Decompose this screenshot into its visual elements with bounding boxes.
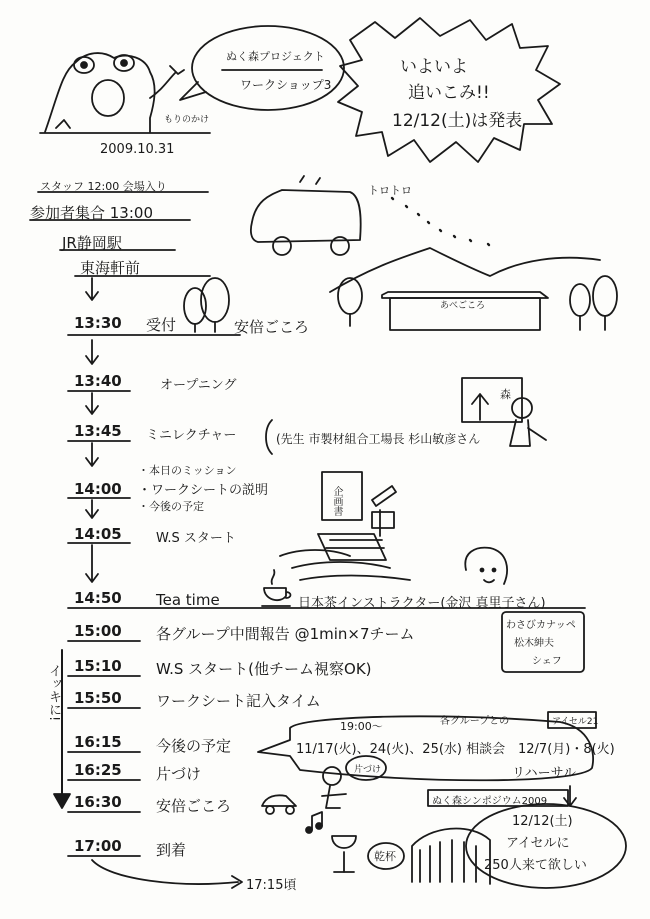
final-date: 12/12(土) [512,814,573,829]
time-1700: 17:00 [74,837,122,855]
meeting-time: 参加者集合 13:00 [30,204,153,222]
car-illustration [251,176,361,255]
label-ws-start: W.S スタート [156,531,236,546]
label-future: ・今後の予定 [138,500,204,513]
time-1400: 14:00 [74,480,122,498]
label-return: 安倍ごころ [156,797,232,815]
frog-caption: もりのかけ [164,115,210,125]
instructor-illustration [465,548,507,584]
sign-label: 企画書 [331,486,342,516]
workshop-label: ワークショップ3 [240,78,332,92]
label-cleanup: 片づけ [156,765,202,783]
announce-line-3: 12/12(土)は発表 [392,111,523,131]
crowd-illustration [412,829,490,884]
announce-line-1: いよいよ [400,57,468,77]
time-1330: 13:30 [74,314,122,332]
header-date: 2009.10.31 [100,142,175,157]
cheers-bubble: 乾杯 [374,850,396,863]
symposium-label: ぬく森シンポジウム2009 [432,796,548,807]
building-sign: あべごころ [440,301,486,311]
label-instructor: 日本茶インストラクター(金沢 真里子さん) [298,596,546,611]
time-1340: 13:40 [74,372,122,390]
time-1500: 15:00 [74,622,122,640]
label-reception: 受付 [146,316,177,334]
label-mission: ・本日のミッション [138,464,237,477]
wasabi-chef-name: 松木紳夫 [514,638,554,649]
label-venue: 安倍ごころ [234,318,310,336]
project-bubble [192,26,344,110]
label-tea-time: Tea time [156,591,220,609]
time-1615: 16:15 [74,733,122,751]
label-worksheet-time: ワークシート記入タイム [156,692,321,710]
future-dates: 11/17(火)、24(火)、25(水) 相談会 [296,742,506,757]
time-1625: 16:25 [74,761,122,779]
final-line-1: アイセルに [506,836,570,851]
aisel-dates: 12/7(月)・8(火) [518,742,615,757]
label-worksheet: ・ワークシートの説明 [138,483,269,498]
final-line-2: 250人来て欲しい [484,858,587,873]
label-opening: オープニング [160,378,237,393]
time-1405: 14:05 [74,525,122,543]
time-1450: 14:50 [74,589,122,607]
station-name: JR静岡駅 [62,234,122,252]
label-lecturer: (先生 市製材組合工場長 杉山敏彦さん [276,432,481,446]
carrying-bubble: 片づけ [354,765,382,775]
label-lecture: ミニレクチャー [146,428,237,443]
label-midterm-report: 各グループ中間報告 @1min×7チーム [156,625,415,643]
time-1630: 16:30 [74,793,122,811]
time-1550: 15:50 [74,689,122,707]
wasabi-title: わさびカナッペ [506,620,576,631]
board-label: 森 [500,388,511,401]
project-name: ぬく森プロジェクト [226,50,325,63]
station-place: 東海軒前 [80,259,141,277]
end-time: 17:15頃 [246,878,297,893]
vertical-note: イッキに! [46,664,61,722]
time-1510: 15:10 [74,657,122,675]
label-ws-restart: W.S スタート(他チーム視察OK) [156,660,372,678]
label-arrival: 到着 [156,841,187,859]
announce-line-2: 追いこみ!! [408,83,490,103]
future-groups: 各グループとの [440,716,510,727]
time-1345: 13:45 [74,422,122,440]
staff-arrival: スタッフ 12:00 会場入り [40,180,167,193]
label-future-plans: 今後の予定 [156,737,232,755]
car-sound: トロトロ [368,184,412,197]
future-time: 19:00～ [340,720,383,733]
wasabi-chef-title: シェフ [532,656,562,667]
aisel-tag: アイセル21 [552,717,599,727]
rehearsal-label: リハーサル [512,766,576,781]
